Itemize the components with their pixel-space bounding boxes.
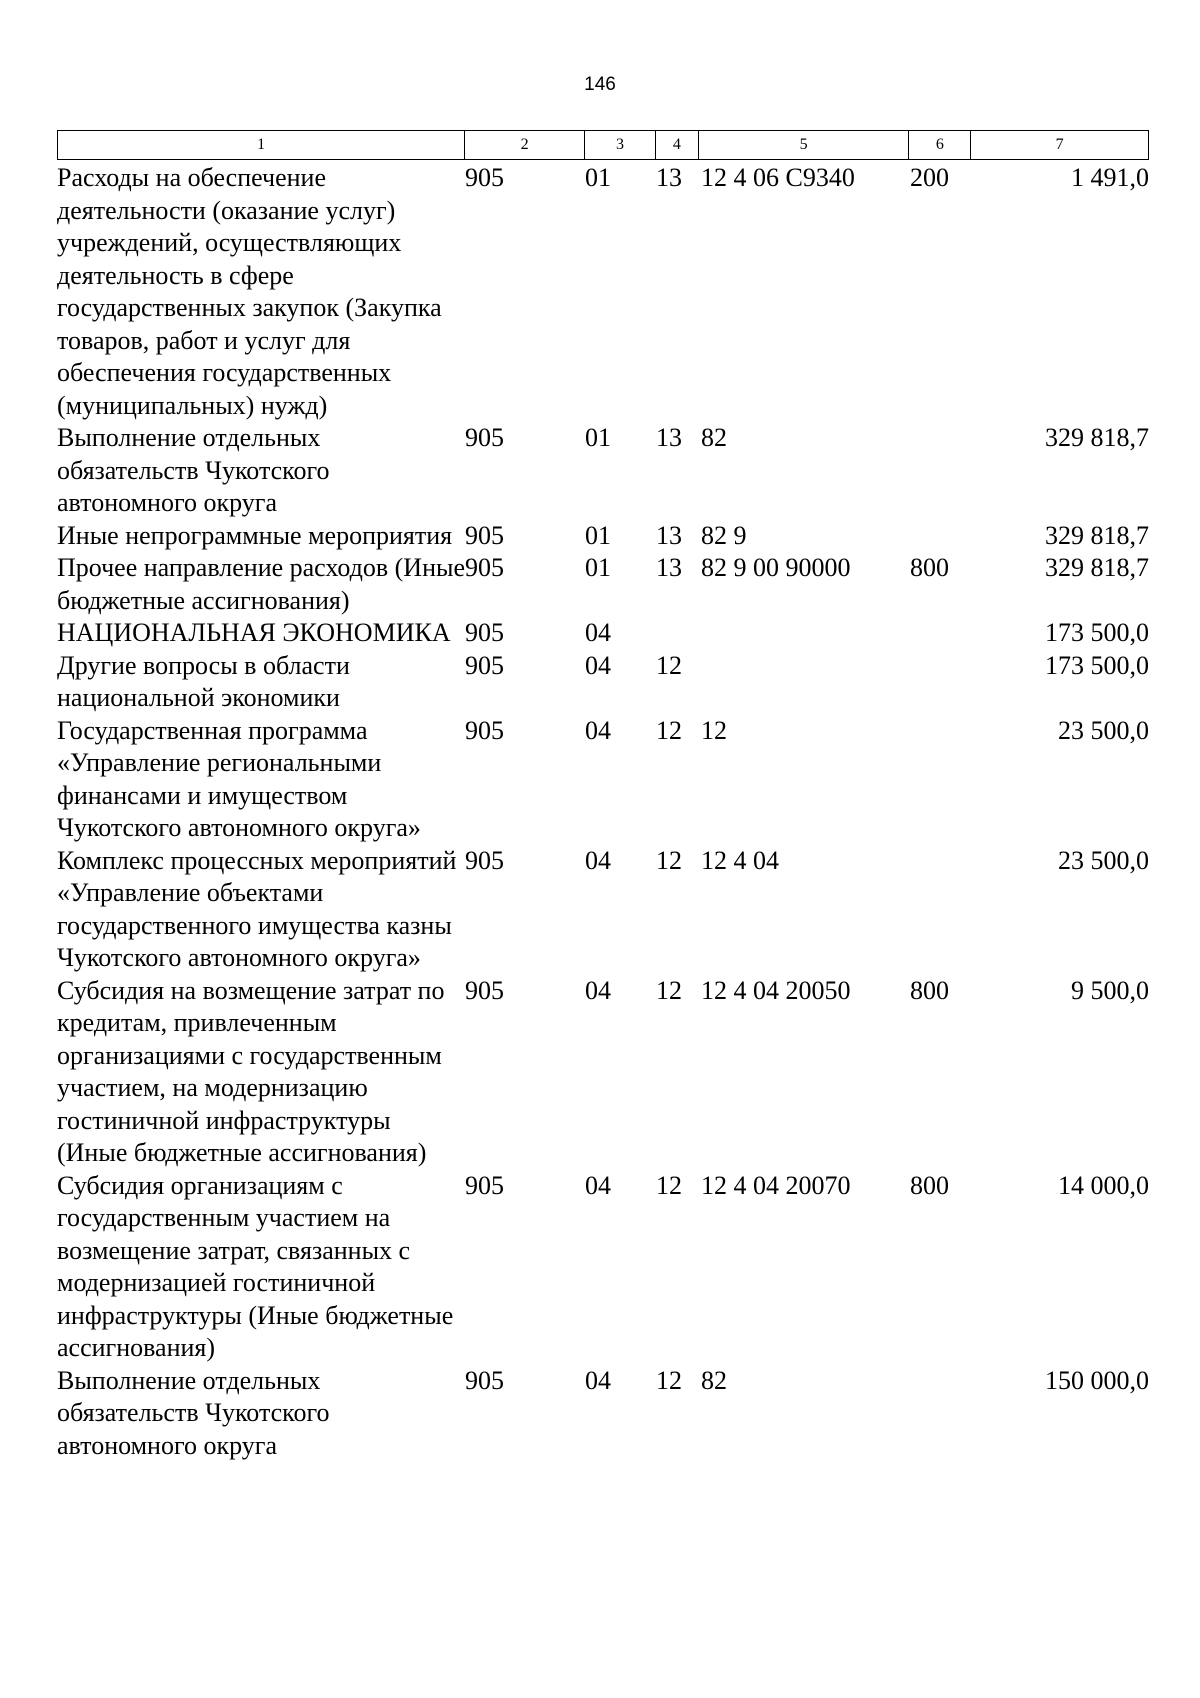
row-ved-code: 905 (465, 845, 504, 875)
table-row (57, 552, 1149, 617)
row-ved-code: 905 (465, 423, 504, 452)
row-target-article: 82 9 (701, 520, 747, 550)
header-col-1: 1 (58, 131, 465, 159)
row-ved-code: 905 (465, 1170, 504, 1200)
row-target-article: 12 (701, 715, 727, 745)
row-section-code: 04 (585, 1365, 611, 1395)
table-row (57, 162, 1149, 422)
row-name: Субсидия на возмещение затрат по кредитам, привлеченным организациями с государственным участием, на модернизацию гостиничной инфраструктуры (Иные бюджетные ассигнования) (57, 975, 445, 1167)
row-ved-code: 905 (465, 553, 504, 582)
table-row (57, 1170, 1149, 1365)
header-col-3: 3 (585, 131, 656, 159)
row-subsection-code: 12 (656, 975, 682, 1005)
row-ved-code: 905 (465, 618, 504, 647)
row-target-article: 12 4 06 С9340 (701, 163, 855, 192)
row-subsection-code: 13 (656, 423, 682, 452)
row-amount: 173 500,0 (1045, 650, 1149, 680)
header-col-4: 4 (656, 131, 699, 159)
row-subsection-code: 13 (656, 553, 682, 582)
row-subsection-code: 12 (656, 1365, 682, 1395)
table-row (57, 422, 1149, 520)
row-ved-code: 905 (465, 650, 504, 680)
row-target-article: 82 9 00 90000 (701, 553, 851, 582)
row-ved-code: 905 (465, 520, 504, 550)
row-section-code: 01 (585, 553, 611, 582)
row-subsection-code: 12 (656, 845, 682, 875)
row-amount: 329 818,7 (1045, 553, 1149, 582)
page-number: 146 (584, 74, 616, 95)
row-target-article: 12 4 04 20070 (701, 1170, 851, 1200)
table-row (57, 617, 1149, 650)
row-subsection-code: 12 (656, 715, 682, 745)
row-subsection-code: 13 (656, 520, 682, 550)
header-col-7: 7 (1055, 136, 1064, 153)
row-expense-type: 200 (910, 163, 949, 192)
row-target-article: 82 (701, 1365, 727, 1395)
row-ved-code: 905 (465, 975, 504, 1005)
row-subsection-code: 12 (656, 1170, 682, 1200)
row-amount: 329 818,7 (1045, 520, 1149, 550)
row-amount: 14 000,0 (1058, 1170, 1149, 1200)
row-name: Комплекс процессных мероприятий «Управление объектами государственного имущества казны Чукотского автономного округа» (57, 845, 457, 972)
row-target-article: 12 4 04 (701, 845, 779, 875)
row-expense-type: 800 (910, 975, 949, 1005)
row-subsection-code: 13 (656, 163, 682, 192)
row-section-code: 01 (585, 423, 611, 452)
row-name: НАЦИОНАЛЬНАЯ ЭКОНОМИКА (57, 618, 451, 647)
table-row (57, 845, 1149, 975)
row-name: Государственная программа «Управление региональными финансами и имуществом Чукотского автономного округа» (57, 715, 421, 842)
row-target-article: 82 (701, 423, 727, 452)
row-amount: 150 000,0 (1045, 1365, 1149, 1395)
header-col-5: 5 (699, 131, 910, 159)
row-name: Иные непрограммные мероприятия (57, 520, 453, 550)
row-section-code: 04 (585, 1170, 611, 1200)
row-section-code: 01 (585, 163, 611, 192)
table-row (57, 975, 1149, 1170)
row-target-article: 12 4 04 20050 (701, 975, 851, 1005)
row-section-code: 04 (585, 715, 611, 745)
row-expense-type: 800 (910, 553, 949, 582)
row-expense-type: 800 (910, 1170, 949, 1200)
table-row (57, 715, 1149, 845)
row-section-code: 04 (585, 618, 611, 647)
table-row (57, 520, 1149, 553)
row-name: Субсидия организациям с государственным участием на возмещение затрат, связанных с модернизацией гостиничной инфраструктуры (Иные бюджетные ассигнования) (57, 1170, 454, 1362)
row-amount: 173 500,0 (1045, 618, 1149, 647)
row-amount: 329 818,7 (1045, 423, 1149, 452)
row-name: Выполнение отдельных обязательств Чукотского автономного округа (57, 1365, 330, 1460)
row-amount: 23 500,0 (1058, 715, 1149, 745)
row-section-code: 04 (585, 650, 611, 680)
row-name: Расходы на обеспечение деятельности (оказание услуг) учреждений, осуществляющих деятельность в сфере государственных закупок (Закупка товаров, работ и услуг для обеспечения государственных (муниципальных) нужд) (57, 163, 442, 420)
row-amount: 9 500,0 (1071, 975, 1149, 1005)
row-ved-code: 905 (465, 1365, 504, 1395)
table-body (57, 162, 1149, 1462)
row-ved-code: 905 (465, 715, 504, 745)
row-section-code: 04 (585, 975, 611, 1005)
header-col-2: 2 (465, 131, 585, 159)
table-row (57, 650, 1149, 715)
row-amount: 1 491,0 (1071, 163, 1149, 192)
row-section-code: 04 (585, 845, 611, 875)
row-name: Прочее направление расходов (Иные бюджетные ассигнования) (57, 553, 466, 615)
row-name: Выполнение отдельных обязательств Чукотского автономного округа (57, 423, 330, 517)
table-header (57, 130, 1149, 160)
header-col-6: 6 (909, 131, 971, 159)
row-subsection-code: 12 (656, 650, 682, 680)
row-amount: 23 500,0 (1058, 845, 1149, 875)
row-ved-code: 905 (465, 163, 504, 192)
row-section-code: 01 (585, 520, 611, 550)
row-name: Другие вопросы в области национальной экономики (57, 650, 350, 712)
table-row (57, 1365, 1149, 1463)
